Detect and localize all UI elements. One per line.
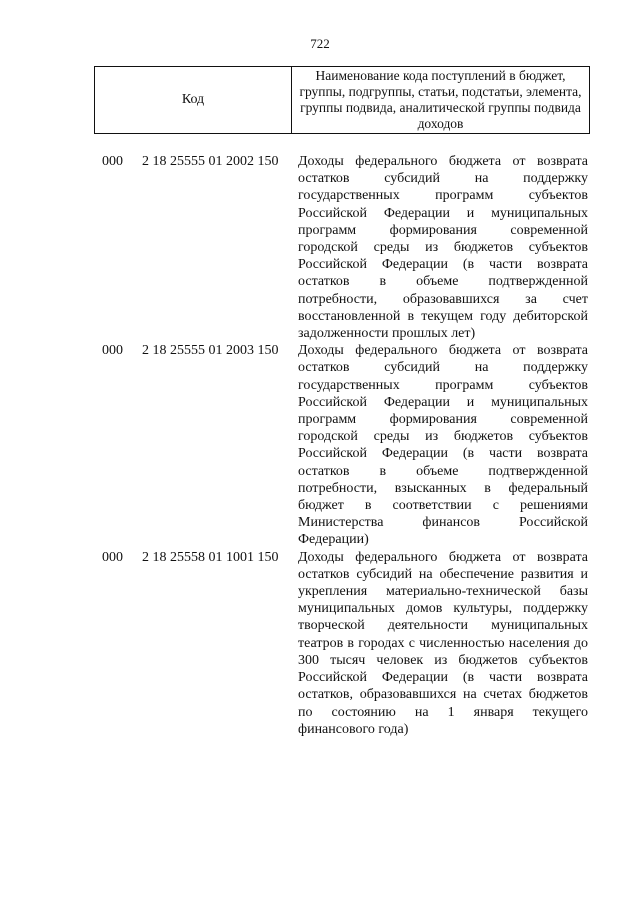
header-name-column: Наименование кода поступлений в бюджет, группы, подгруппы, статьи, подстатьи, элемента, группы подвида, аналитической группы подвида доходов [299, 68, 582, 131]
income-code: 2 18 25555 01 2003 150 [142, 343, 279, 359]
header-code-column: Код [95, 67, 292, 133]
list-item [0, 342, 640, 548]
table-header [94, 66, 590, 134]
income-codes-list [0, 153, 640, 738]
list-item [0, 549, 640, 738]
income-description: Доходы федерального бюджета от возврата остатков субсидий на поддержку государственных программ субъектов Российской Федерации и муниципальных программ формирования современной городской среды из бюджетов субъектов Российской Федерации (в части возврата остатков в объеме подтвержденной потребности, взысканных в федеральный бюджет в соответствии с решениями Министерства финансов Российской Федерации) [298, 343, 588, 548]
admin-code: 000 [102, 343, 123, 359]
admin-code: 000 [102, 154, 123, 169]
page-number: 722 [310, 36, 330, 51]
admin-code: 000 [102, 549, 123, 565]
income-description: Доходы федерального бюджета от возврата остатков субсидий на обеспечение развития и укрепления материально-технической базы муниципальных домов культуры, поддержку творческой деятельности муниципальных театров в городах с численностью населения до 300 тысяч человек из бюджетов субъектов Российской Федерации (в части возврата остатков, образовавшихся на счетах бюджетов по состоянию на 1 января текущего финансового года) [298, 549, 588, 737]
list-item [0, 153, 640, 342]
income-description: Доходы федерального бюджета от возврата остатков субсидий на поддержку государственных программ субъектов Российской Федерации и муниципальных программ формирования современной городской среды из бюджетов субъектов Российской Федерации (в части возврата остатков в объеме подтвержденной потребности, образовавшихся за счет восстановленной в текущем году дебиторской задолженности прошлых лет) [298, 154, 588, 342]
income-code: 2 18 25558 01 1001 150 [142, 549, 279, 565]
income-code: 2 18 25555 01 2002 150 [142, 154, 279, 169]
